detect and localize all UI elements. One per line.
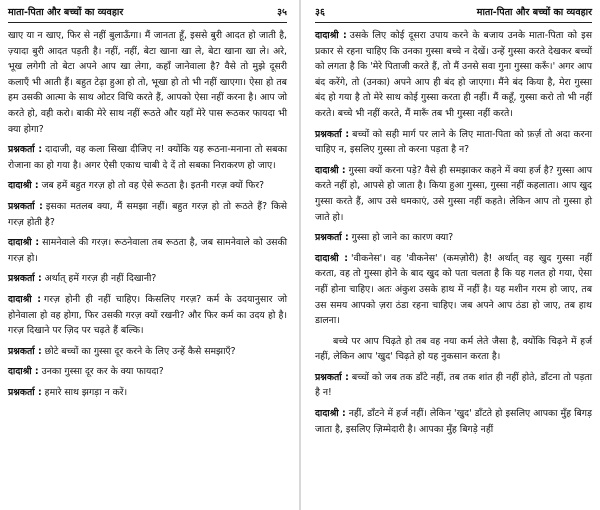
dialogue-text: नहीं, डाँटने में हर्ज नहीं। लेकिन 'खुद' डाँटते हो इसलिए आपका मुँह बिगड़ जाता है, इसलिए ज़िम्मेदारी है। आपका मुँह बिगड़े नहीं	[315, 408, 592, 435]
dialogue-text: अर्थात् हमें गरज़ ही नहीं दिखानी?	[44, 273, 157, 285]
speaker-label: प्रश्नकर्ता :	[315, 371, 349, 383]
dialogue-line	[8, 271, 287, 287]
dialogue-line	[8, 199, 287, 230]
right-page-header	[315, 0, 592, 23]
dialogue-text: उसके लिए कोई दूसरा उपाय करने के बजाय उनके माता-पिता को इस प्रकार से रहना चाहिए कि उनका गुस्सा बच्चे न देखें। उन्हें गुस्सा करते देखकर बच्चों को लगता है कि 'मेरे पिताजी करते हैं, तो मैं उनसे सवा गुना गुस्सा करूँ।' अगर आप बंद करेंगे, तो (उनका) अपने आप ही बंद हो जाएगा। मैंने बंद किया है, मेरा गुस्सा बंद हो गया है तो मेरे साथ कोई गुस्सा करता ही नहीं। मैं कहूँ, गुस्सा करो तो भी नहीं करते। बच्चे भी नहीं करते, मैं मारूँ तब भी गुस्सा नहीं करते।	[315, 30, 592, 119]
dialogue-text: गरज़ होनी ही नहीं चाहिए। किसलिए गरज़? कर्म के उदयानुसार जो होनेवाला हो वह होगा, फिर उसकी गरज़ क्यों रखनी? और फिर कर्म का उदय हो है। गरज़ दिखाने पर ज़िद पर चढ़ते हैं बल्कि।	[8, 293, 287, 337]
dialogue-line	[315, 127, 592, 158]
left-page-header	[8, 0, 287, 23]
speaker-label: प्रश्नकर्ता :	[8, 386, 42, 398]
speaker-label: प्रश्नकर्ता :	[8, 345, 42, 357]
paragraph-text: खाए या न खाए, फिर से नहीं बुलाऊँगा। मैं जानता हूँ, इससे बुरी आदत हो जाती है, ज़्यादा बुरी आदत पड़ती है। नहीं, नहीं, बेटा खाना खा ले, बेटा खाना खा ले। अरे, भूख लगेगी तो बेटा अपने आप खा लेगा, कहाँ जानेवाला है? वैसे तो मुझे दूसरी कलाएँ भी आती हैं। बहुत टेढ़ा हुआ हो तो, भूखा हो तो भी नहीं खाएगा। ऐसा हो तब हम उसकी आत्मा के साथ ओटर विधि करते हैं, आपको ऐसा नहीं करना है। आप जो करते हो, वही करो। बाकी मेरे साथ नहीं रूठते और यहाँ मेरे पास रूठकर फायदा भी क्या होगा?	[8, 30, 287, 135]
speaker-label: दादाश्री :	[8, 180, 39, 192]
speaker-label: दादाश्री :	[315, 252, 348, 264]
speaker-label: दादाश्री :	[8, 293, 41, 305]
right-page-body	[315, 28, 592, 437]
dialogue-line	[8, 364, 287, 380]
paragraph-text: बच्चे पर आप चिढ़ते हो तब वह नया कर्म लेते जैसा है, क्योंकि चिढ़ने में हर्ज नहीं, लेकिन आप 'खुद' चिढ़ते हो यह नुकसान करता है।	[315, 335, 592, 363]
dialogue-text: उनका गुस्सा दूर कर के क्या फायदा?	[41, 366, 164, 378]
dialogue-line	[315, 370, 592, 401]
speaker-label: दादाश्री :	[8, 366, 39, 378]
dialogue-text: बच्चों को सही मार्ग पर लाने के लिए माता-पिता को फ़र्ज़ तो अदा करना चाहिए न, इसलिए गुस्सा तो करना पड़ता है न?	[315, 128, 592, 156]
dialogue-line	[315, 251, 592, 329]
left-page-number: ३५	[277, 7, 287, 18]
left-page-body	[8, 28, 287, 400]
right-page	[303, 0, 600, 510]
dialogue-line	[8, 292, 287, 339]
speaker-label: दादाश्री :	[8, 237, 40, 249]
dialogue-text: गुस्सा हो जाने का कारण क्या?	[351, 232, 454, 244]
dialogue-line	[315, 163, 592, 225]
dialogue-text: जब हमें बहुत गरज़ हो तो वह ऐसे रूठता है। इतनी गरज़ क्यों फिर?	[41, 180, 265, 192]
dialogue-text: गुस्सा क्यों करना पड़े? वैसे ही समझाकर कहने में क्या हर्ज है? गुस्सा आप करते नहीं हो, आपसे हो जाता है। किया हुआ गुस्सा, गुस्सा नहीं कहलाता। आप खुद गुस्सा करते हैं, आप उसे धमकाएं, उसे गुस्सा नहीं कहते। लेकिन आप तो गुस्सा हो जाते हो।	[315, 164, 592, 223]
dialogue-line	[315, 28, 592, 122]
speaker-label: दादाश्री :	[315, 30, 347, 41]
dialogue-text: दादाजी, वह कला सिखा दीजिए न! क्योंकि यह रूठना-मनाना तो सबका रोजाना का हो गया है। अगर ऐसी एकाध चाबी दे दें तो सबका निराकरण हो जाए।	[8, 144, 287, 171]
paragraph	[8, 28, 287, 137]
dialogue-line	[8, 178, 287, 194]
dialogue-line	[8, 142, 287, 173]
left-header-title: माता-पिता और बच्चों का व्यवहार	[8, 7, 124, 18]
page-gutter	[299, 0, 301, 510]
right-header-title: माता-पिता और बच्चों का व्यवहार	[476, 7, 592, 18]
dialogue-line	[315, 230, 592, 246]
dialogue-text: हमारे साथ झगड़ा न करें।	[44, 386, 128, 398]
dialogue-line	[8, 385, 287, 401]
speaker-label: प्रश्नकर्ता :	[315, 232, 349, 244]
speaker-label: प्रश्नकर्ता :	[8, 144, 43, 156]
paragraph	[315, 334, 592, 365]
dialogue-line	[8, 344, 287, 360]
dialogue-text: छोटे बच्चों का गुस्सा दूर करने के लिए उन्हें कैसे समझाएँ?	[44, 345, 236, 357]
speaker-label: प्रश्नकर्ता :	[8, 200, 43, 212]
dialogue-text: 'वीकनेस'। वह 'वीकनेस' (कमज़ोरी) है! अर्थात् वह खुद गुस्सा नहीं करता, वह तो गुस्सा होने के बाद खुद को पता चलता है कि यह गलत हो गया, ऐसा नहीं होना चाहिए। अतः अंकुश उसके हाथ में नहीं है। यह मशीन गरम हो जाए, तब उस समय आपको ज़रा ठंडा रहना चाहिए। जब अपने आप ठंडा हो जाए, तब हाथ डालना।	[315, 252, 592, 327]
dialogue-line	[8, 235, 287, 266]
dialogue-text: बच्चों को जब तक डाँटे नहीं, तब तक शांत ही नहीं होते, डाँटना तो पड़ता है न!	[315, 371, 593, 399]
speaker-label: दादाश्री :	[315, 164, 346, 176]
dialogue-text: इसका मतलब क्या, मैं समझा नहीं। बहुत गरज़ हो तो रूठते हैं? किसे गरज़ होती है?	[8, 200, 287, 228]
speaker-label: प्रश्नकर्ता :	[315, 128, 350, 140]
speaker-label: प्रश्नकर्ता :	[8, 273, 42, 285]
dialogue-text: सामनेवाले की गरज़। रूठनेवाला तब रूठता है, जब सामनेवाले को उसकी गरज़ हो।	[8, 237, 287, 264]
left-page	[0, 0, 297, 510]
right-page-number: ३६	[315, 7, 325, 18]
dialogue-line	[315, 406, 592, 437]
speaker-label: दादाश्री :	[315, 408, 346, 420]
